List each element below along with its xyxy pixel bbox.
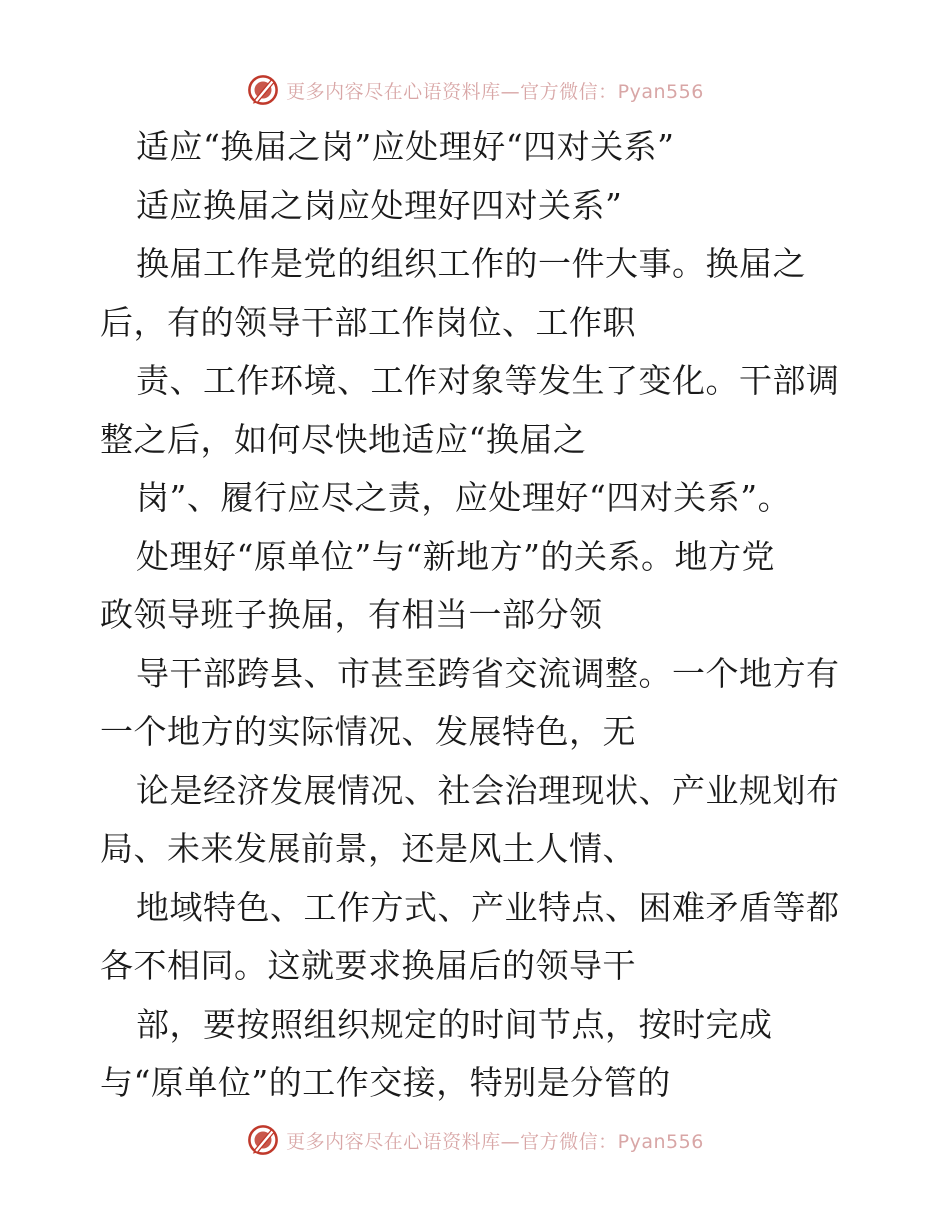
text-line: 一个地方的实际情况、发展特色，无 [100, 712, 636, 751]
header-banner [0, 70, 950, 110]
text-line: 部，要按照组织规定的时间节点，按时完成 [136, 1004, 773, 1044]
text-line: 各不相同。这就要求换届后的领导干 [100, 946, 636, 985]
text-line: 局、未来发展前景，还是风土人情、 [100, 829, 636, 868]
text-line: 责、工作环境、工作对象等发生了变化。干部调 [136, 361, 840, 400]
pen-logo-icon [246, 73, 280, 107]
text-line: 换届工作是党的组织工作的一件大事。换届之 [136, 244, 806, 283]
text-line: 岗”、履行应尽之责，应处理好“四对关系”。 [136, 478, 792, 517]
text-line: 地域特色、工作方式、产业特点、困难矛盾等都 [136, 887, 840, 927]
text-line: 后，有的领导干部工作岗位、工作职 [100, 302, 636, 342]
footer-banner-text: 更多内容尽在心语资料库—官方微信：Pyan556 [286, 1130, 704, 1153]
footer-banner [0, 1120, 950, 1160]
pen-logo-icon [246, 1123, 280, 1157]
text-line: 适应“换届之岗”应处理好“四对关系” [136, 127, 675, 166]
text-line: 政领导班子换届，有相当一部分领 [100, 595, 603, 634]
text-line: 与“原单位”的工作交接，特别是分管的 [100, 1063, 671, 1102]
text-line: 论是经济发展情况、社会治理现状、产业规划布 [136, 770, 840, 810]
text-line: 导干部跨县、市甚至跨省交流调整。一个地方有 [136, 653, 840, 693]
document-body [100, 118, 860, 1113]
text-line: 适应换届之岗应处理好四对关系” [136, 185, 623, 225]
header-banner-text: 更多内容尽在心语资料库—官方微信：Pyan556 [286, 80, 704, 103]
text-line: 处理好“原单位”与“新地方”的关系。地方党 [136, 536, 775, 576]
text-line: 整之后，如何尽快地适应“换届之 [100, 419, 587, 459]
